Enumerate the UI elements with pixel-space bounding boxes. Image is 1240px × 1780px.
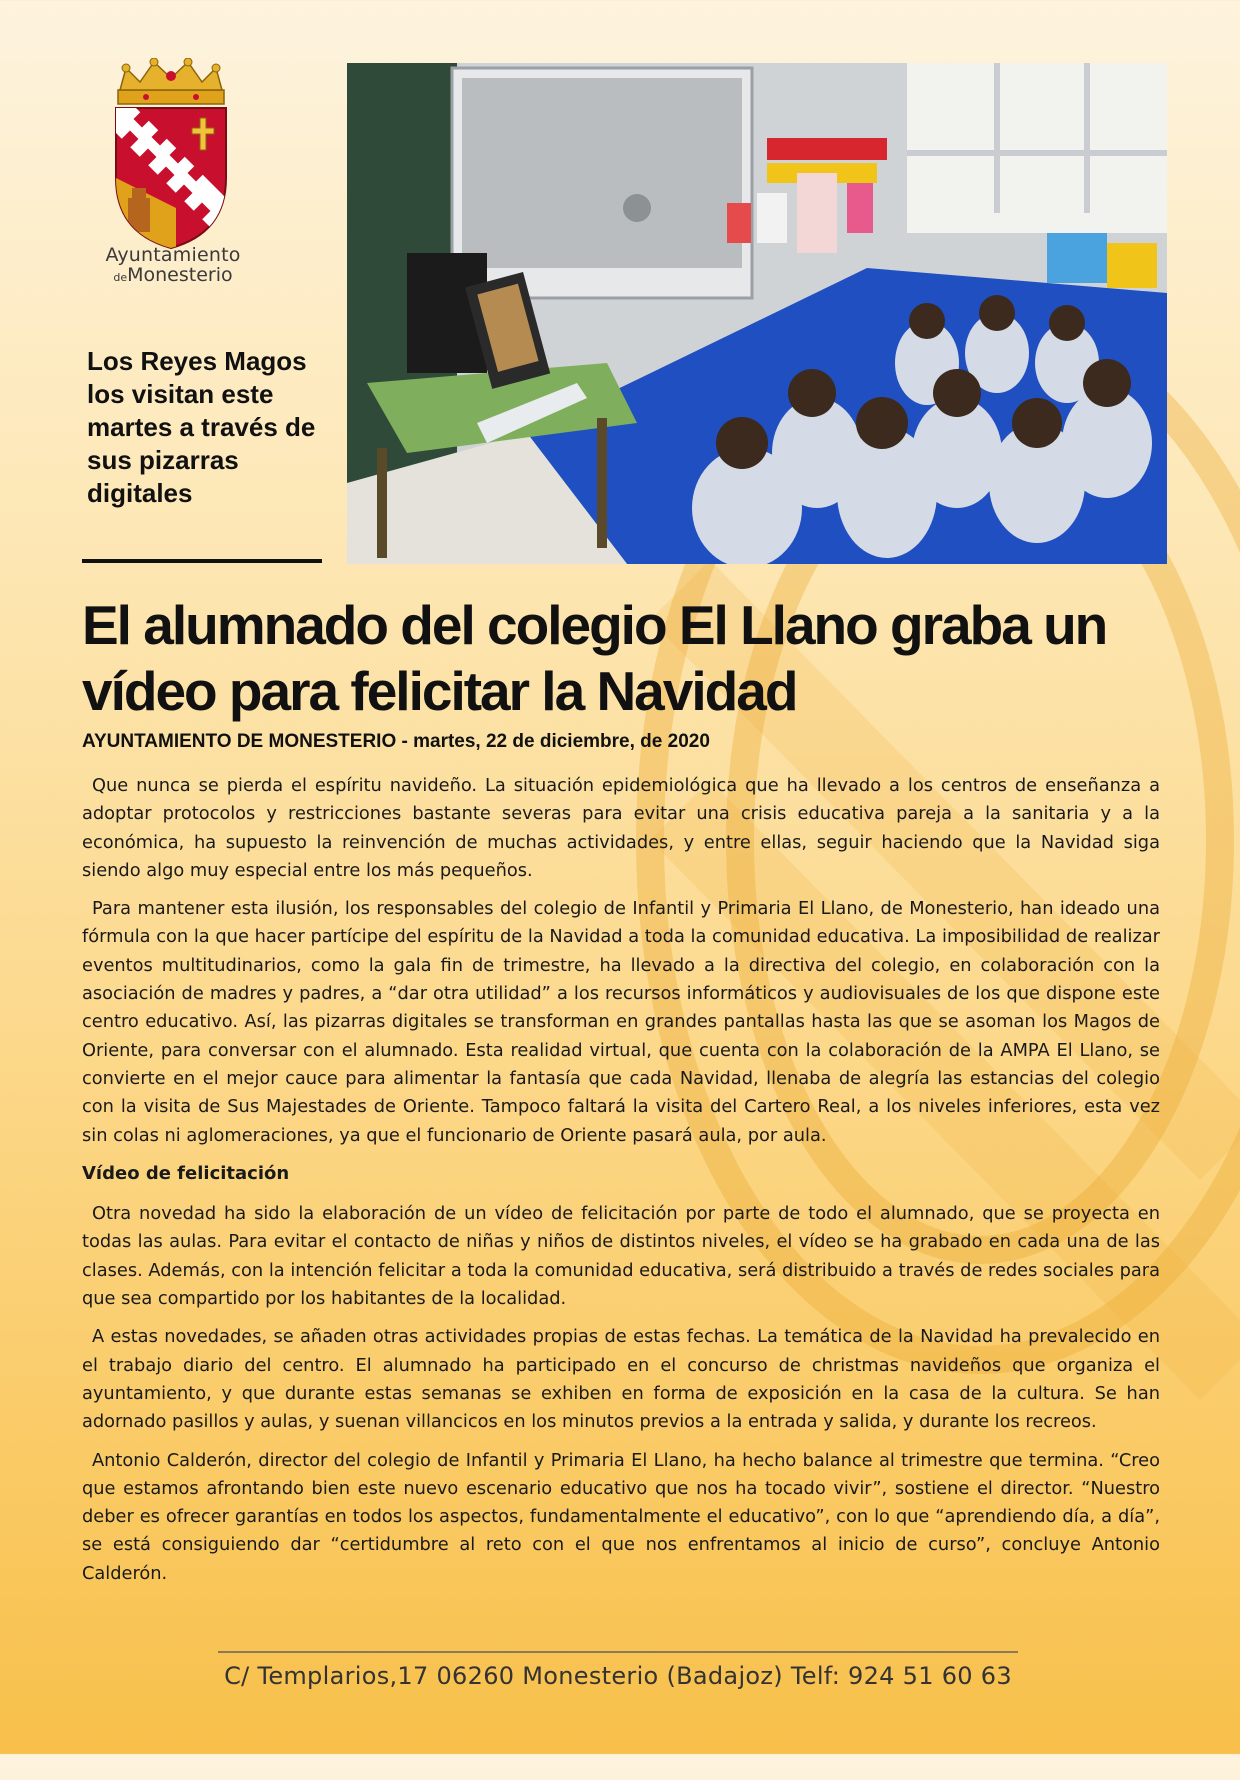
section-title: Vídeo de felicitación	[82, 1162, 290, 1184]
footer-address: C/ Templarios,17 06260 Monesterio (Badajoz) Telf: 924 51 60 63	[224, 1662, 1012, 1690]
paragraph-3: Otra novedad ha sido la elaboración de un vídeo de felicitación por parte de todo el alumnado, que se proyecta en todas las aulas. Para evitar el contacto de niñas y niños de distintos niveles, el vídeo se ha grabado en cada una de las clases. Además, con la intención felicitar a toda la comunidad educativa, será distribuido a través de redes sociales para que sea compartido por los habitantes de la localidad.	[82, 1203, 1160, 1310]
logo-line-2	[88, 263, 258, 286]
paragraph-1: Que nunca se pierda el espíritu navideño. La situación epidemiológica que ha llevado a los centros de enseñanza a adoptar protocolos y restricciones bastante severas para evitar una crisis educativa pareja a la sanitaria y a la económica, ha supuesto la reinvención de muchas actividades, y entre ellas, seguir haciendo que la Navidad siga siendo algo muy especial entre los más pequeños.	[82, 775, 1160, 881]
logo-line-2-main: Monesterio	[127, 263, 233, 286]
footer-divider	[218, 1651, 1018, 1653]
logo-line-1: Ayuntamiento	[105, 244, 241, 266]
subheadline-divider	[82, 559, 322, 563]
article-byline: AYUNTAMIENTO DE MONESTERIO - martes, 22 de diciembre, de 2020	[82, 731, 710, 752]
article-headline: El alumnado del colegio El Llano graba un vídeo para felicitar la Navidad	[82, 594, 1107, 722]
subheadline: Los Reyes Magos los visitan este martes a través de sus pizarras digitales	[87, 346, 316, 508]
paragraph-4: A estas novedades, se añaden otras actividades propias de estas fechas. La temática de la Navidad ha prevalecido en el trabajo diario del centro. El alumnado ha participado en el concurso de christmas navideños que organiza el ayuntamiento, y que durante estas semanas se exhiben en forma de exposición en la casa de la cultura. Se han adornado pasillos y aulas, y suenan villancicos en los minutos previos a la entrada y salida, y durante los recreos.	[82, 1326, 1160, 1433]
classroom-photo	[347, 63, 1167, 564]
paragraph-5: Antonio Calderón, director del colegio de Infantil y Primaria El Llano, ha hecho balance al trimestre que termina. “Creo que estamos afrontando bien este nuevo escenario educativo que nos ha tocado vivir”, sostiene el director. “Nuestro deber es ofrecer garantías en todos los aspectos, fundamentalmente el educativo”, con lo que “aprendiendo día, a día”, se está consiguiendo dar “certidumbre al reto con el que nos enfrentamos al inicio de curso”, concluye Antonio Calderón.	[82, 1449, 1160, 1584]
paragraph-2: Para mantener esta ilusión, los responsables del colegio de Infantil y Primaria El Llano, de Monesterio, han ideado una fórmula con la que hacer partícipe del espíritu de la Navidad a toda la comunidad educativa. La imposibilidad de realizar eventos multitudinarios, como la gala fin de trimestre, ha llevado a la directiva del colegio, en colaboración con la asociación de madres y padres, a “dar otra utilidad” a los recursos informáticos y audiovisuales de los que dispone este centro educativo. Así, las pizarras digitales se transforman en grandes pantallas hasta las que se asoman los Magos de Oriente, para conversar con el alumnado. Esta realidad virtual, que cuenta con la colaboración de la AMPA El Llano, se convierte en el mejor cauce para alimentar la fantasía que cada Navidad, llenaba de alegría las estancias del colegio con la visita de Sus Majestades de Oriente. Tampoco faltará la visita del Cartero Real, a los niveles inferiores, esta vez sin colas ni aglomeraciones, ya que el funcionario de Oriente pasará aula, por aula.	[82, 898, 1160, 1146]
logo-wordmark	[88, 246, 258, 286]
article-body	[82, 772, 1160, 1598]
logo-line-2-prefix: de	[113, 270, 128, 284]
